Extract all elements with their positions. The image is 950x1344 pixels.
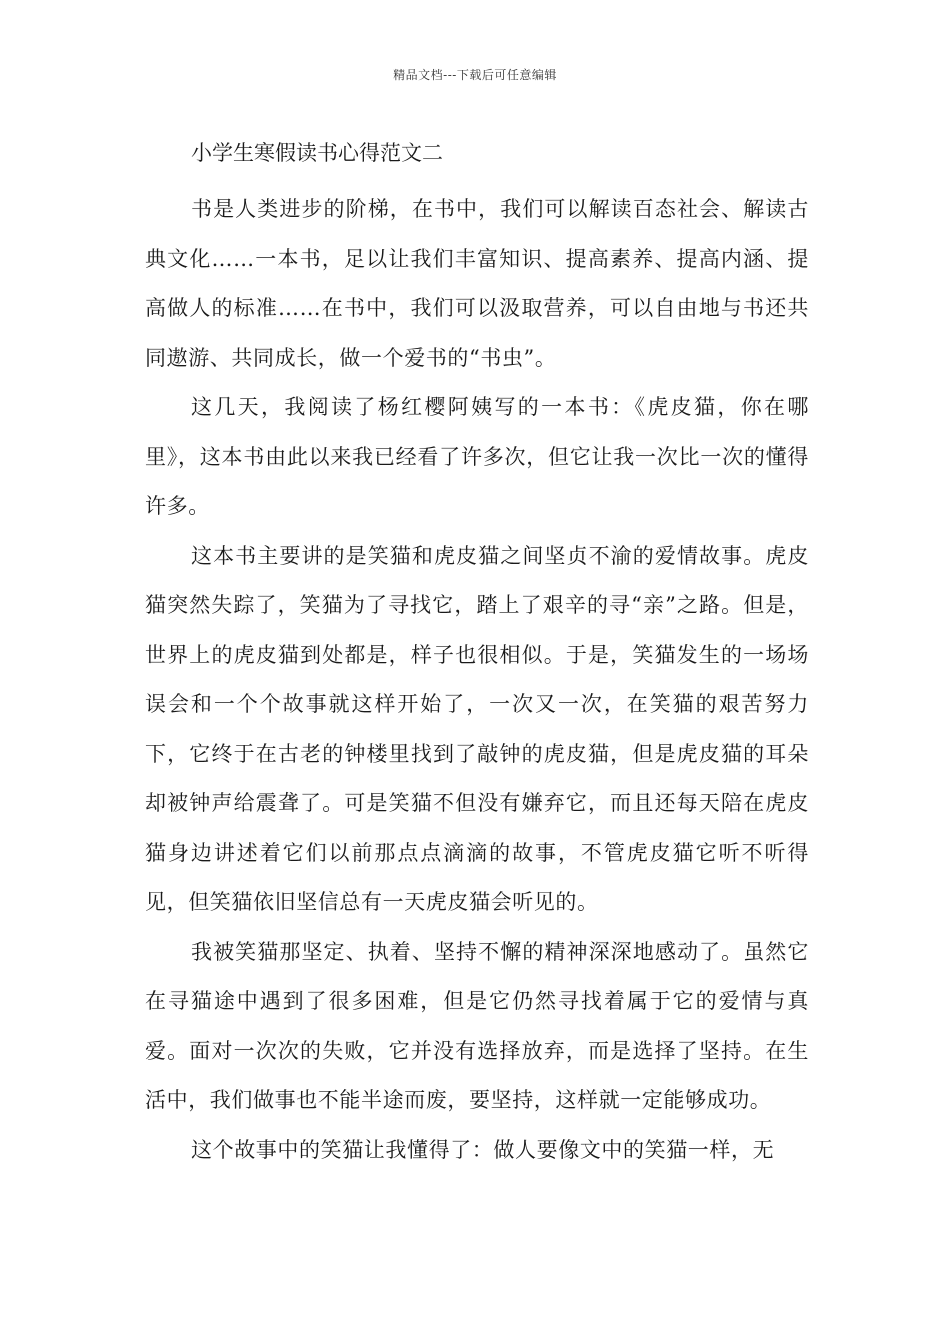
paragraph-4: 我被笑猫那坚定、执着、坚持不懈的精神深深地感动了。虽然它在寻猫途中遇到了很多困难，但是它仍然寻找着属于它的爱情与真爱。面对一次次的失败，它并没有选择放弃，而是选择了坚持。在生活中，我们做事也不能半途而废，要坚持，这样就一定能够成功。 <box>145 939 809 1112</box>
paragraph-2: 这几天，我阅读了杨红樱阿姨写的一本书：《虎皮猫，你在哪里》，这本书由此以来我已经看了许多次，但它让我一次比一次的懂得许多。 <box>145 395 809 518</box>
paragraph-3: 这本书主要讲的是笑猫和虎皮猫之间坚贞不渝的爱情故事。虎皮猫突然失踪了，笑猫为了寻找它，踏上了艰辛的寻“亲”之路。但是，世界上的虎皮猫到处都是，样子也很相似。于是，笑猫发生的一场场误会和一个个故事就这样开始了，一次又一次，在笑猫的艰苦努力下，它终于在古老的钟楼里找到了敲钟的虎皮猫，但是虎皮猫的耳朵却被钟声给震聋了。可是笑猫不但没有嫌弃它，而且还每天陪在虎皮猫身边讲述着它们以前那点点滴滴的故事，不管虎皮猫它听不听得见，但笑猫依旧坚信总有一天虎皮猫会听见的。 <box>145 543 809 914</box>
document-body <box>145 136 809 1175</box>
header-note: 精品文档---下载后可任意编辑 <box>393 68 557 82</box>
paragraph-5: 这个故事中的笑猫让我懂得了：做人要像文中的笑猫一样，无 <box>191 1137 775 1162</box>
document-title: 小学生寒假读书心得范文二 <box>191 141 443 165</box>
paragraph-1: 书是人类进步的阶梯，在书中，我们可以解读百态社会、解读古典文化……一本书，足以让我们丰富知识、提高素养、提高内涵、提高做人的标准……在书中，我们可以汲取营养，可以自由地与书还共同遨游、共同成长，做一个爱书的“书虫”。 <box>145 197 809 370</box>
